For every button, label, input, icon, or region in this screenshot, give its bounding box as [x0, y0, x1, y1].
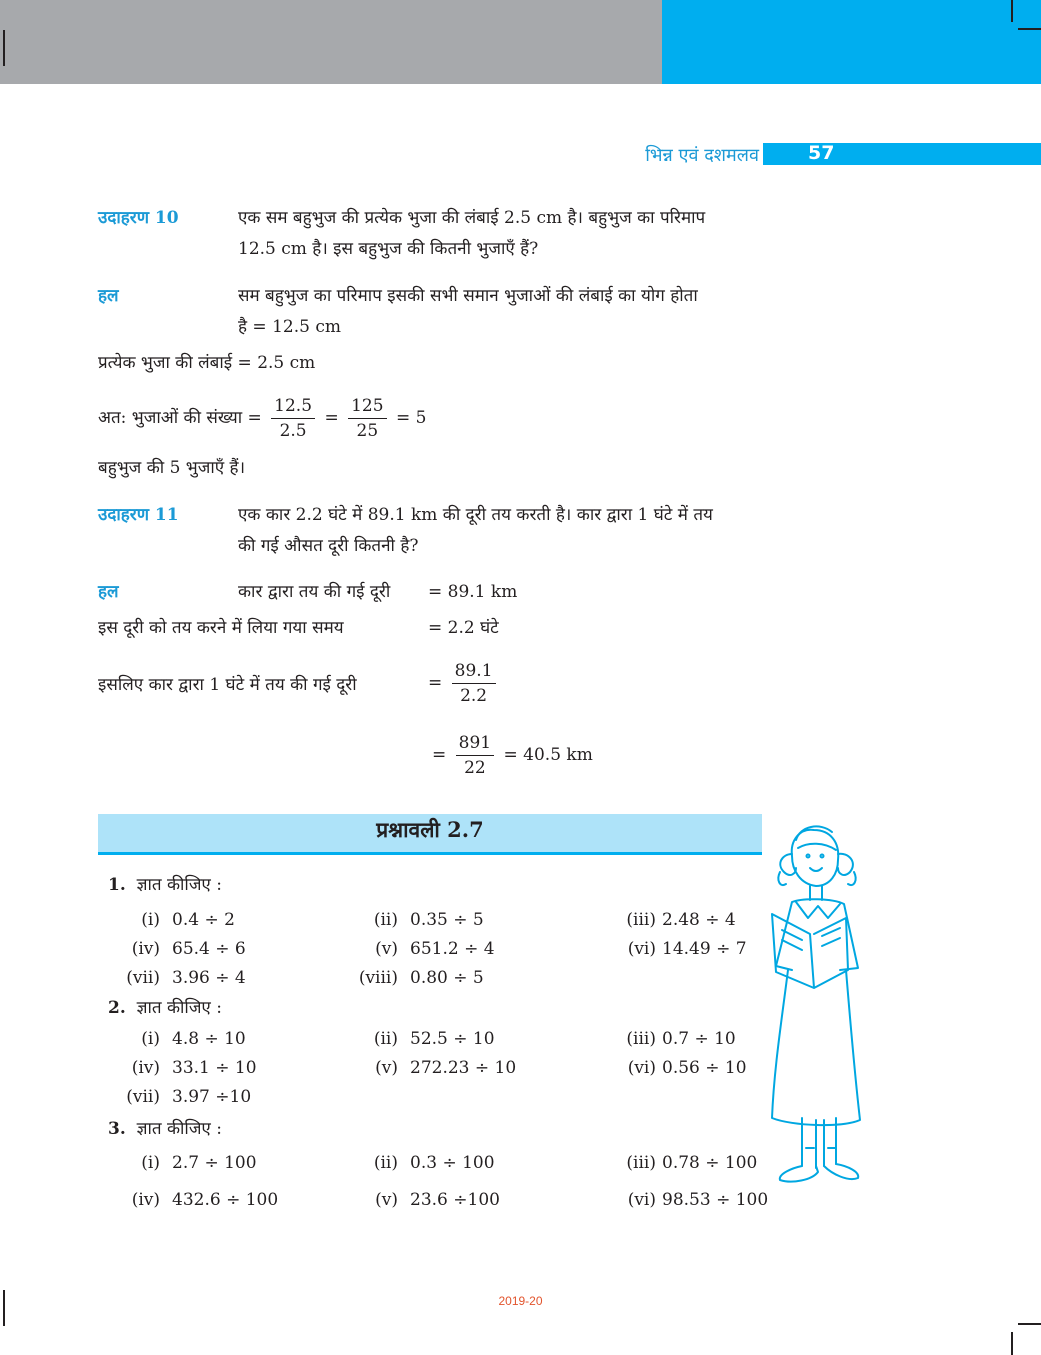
item-expression: 2.7 ÷ 100	[172, 1153, 257, 1173]
item-numeral: (vi)	[627, 1058, 656, 1078]
item-numeral: (viii)	[358, 968, 398, 988]
question-number: 2.	[108, 998, 126, 1018]
item-expression: 14.49 ÷ 7	[662, 939, 747, 959]
item-numeral: (ii)	[373, 1029, 398, 1049]
example-11-row1-text: कार द्वारा तय की गई दूरी	[238, 582, 391, 602]
side-count-prefix: अत: भुजाओं की संख्या =	[98, 408, 262, 428]
footer-year: 2019-20	[498, 1294, 543, 1308]
question-3-prompt	[108, 1114, 222, 1144]
crop-mark	[1018, 1323, 1041, 1325]
item-expression: 3.97 ÷10	[172, 1087, 252, 1107]
example-10-label: उदाहरण 10	[98, 208, 179, 228]
item-expression: 33.1 ÷ 10	[172, 1058, 257, 1078]
example-10-solution-line2: है = 12.5 cm	[238, 317, 341, 337]
item-expression: 98.53 ÷ 100	[662, 1190, 769, 1210]
crop-mark	[1018, 28, 1041, 30]
example-11-question-line2: की गई औसत दूरी कितनी है?	[238, 536, 419, 556]
item-numeral: (iii)	[626, 1029, 656, 1049]
distance-result: = 40.5 km	[503, 745, 593, 765]
item-expression: 4.8 ÷ 10	[172, 1029, 246, 1049]
fraction-12.5-over-2.5: $\frac{12.5}{2.5}$	[271, 394, 315, 443]
example-11-question-line1: एक कार 2.2 घंटे में 89.1 km की दूरी तय करती है। कार द्वारा 1 घंटे में तय	[238, 505, 713, 525]
question-prompt-text: ज्ञात कीजिए :	[136, 998, 222, 1018]
item-numeral: (i)	[141, 910, 160, 930]
item-numeral: (i)	[141, 1153, 160, 1173]
item-numeral: (i)	[141, 1029, 160, 1049]
item-numeral: (v)	[375, 1058, 398, 1078]
side-count-result: = 5	[395, 408, 427, 428]
item-numeral: (vi)	[627, 939, 656, 959]
crop-mark	[1011, 0, 1013, 22]
item-numeral: (vii)	[126, 1087, 160, 1107]
item-expression: 0.80 ÷ 5	[410, 968, 484, 988]
example-10-conclusion: बहुभुज की 5 भुजाएँ हैं।	[98, 458, 246, 478]
fraction-125-over-25: $\frac{125}{25}$	[348, 394, 386, 443]
item-expression: 52.5 ÷ 10	[410, 1029, 495, 1049]
question-prompt-text: ज्ञात कीजिए :	[136, 1119, 222, 1139]
header-blue-band	[662, 0, 1041, 84]
girl-reading-illustration	[762, 818, 872, 1198]
item-expression: 0.3 ÷ 100	[410, 1153, 495, 1173]
header-gray-band	[0, 0, 662, 84]
example-10-solution-label: हल	[98, 286, 119, 306]
exercise-title: प्रश्नावली 2.7	[376, 817, 484, 842]
question-2-prompt	[108, 993, 222, 1023]
example-11-row3-value: = $\frac{89.1}{2.2}$	[428, 656, 500, 710]
item-numeral: (v)	[375, 1190, 398, 1210]
item-expression: 23.6 ÷100	[410, 1190, 500, 1210]
example-10-question-line2: 12.5 cm है। इस बहुभुज की कितनी भुजाएँ हैं?	[238, 239, 539, 259]
item-numeral: (vi)	[627, 1190, 656, 1210]
example-10-question-line1: एक सम बहुभुज की प्रत्येक भुजा की लंबाई 2.5 cm है। बहुभुज का परिमाप	[238, 208, 706, 228]
item-expression: 0.56 ÷ 10	[662, 1058, 747, 1078]
item-numeral: (iv)	[131, 1190, 160, 1210]
example-11-row2-value: = 2.2 घंटे	[428, 618, 499, 638]
item-numeral: (iv)	[131, 939, 160, 959]
item-expression: 432.6 ÷ 100	[172, 1190, 279, 1210]
example-11-label: उदाहरण 11	[98, 505, 179, 525]
question-number: 3.	[108, 1119, 126, 1139]
item-expression: 3.96 ÷ 4	[172, 968, 246, 988]
item-numeral: (v)	[375, 939, 398, 959]
fraction-89.1-over-2.2: $\frac{89.1}{2.2}$	[452, 659, 496, 708]
item-numeral: (iii)	[626, 1153, 656, 1173]
item-expression: 651.2 ÷ 4	[410, 939, 495, 959]
item-numeral: (iii)	[626, 910, 656, 930]
item-expression: 0.4 ÷ 2	[172, 910, 235, 930]
example-11-row4-value: = $\frac{891}{22}$ = 40.5 km	[432, 733, 593, 778]
running-title: भिन्न एवं दशमलव	[645, 145, 759, 166]
item-expression: 0.7 ÷ 10	[662, 1029, 736, 1049]
question-prompt-text: ज्ञात कीजिए :	[136, 875, 222, 895]
exercise-title-underline	[98, 852, 762, 855]
example-11-row3-text: इसलिए कार द्वारा 1 घंटे में तय की गई दूरी	[98, 675, 357, 695]
example-11-solution-label: हल	[98, 582, 119, 602]
item-numeral: (vii)	[126, 968, 160, 988]
item-expression: 65.4 ÷ 6	[172, 939, 246, 959]
question-number: 1.	[108, 875, 126, 895]
crop-mark	[1011, 1332, 1013, 1355]
fraction-891-over-22: $\frac{891}{22}$	[456, 731, 494, 780]
crop-mark	[3, 30, 5, 66]
item-expression: 0.78 ÷ 100	[662, 1153, 758, 1173]
page-number: 57	[808, 142, 835, 164]
example-10-side-count: अत: भुजाओं की संख्या = $\frac{12.5}{2.5}$ = $\frac{125}{25}$ = 5	[98, 396, 427, 441]
item-expression: 0.35 ÷ 5	[410, 910, 484, 930]
example-11-row2-text: इस दूरी को तय करने में लिया गया समय	[98, 618, 344, 638]
question-1-prompt	[108, 870, 222, 900]
page-number-bar	[763, 143, 1041, 165]
example-10-side-length: प्रत्येक भुजा की लंबाई = 2.5 cm	[98, 353, 316, 373]
item-numeral: (ii)	[373, 1153, 398, 1173]
item-numeral: (ii)	[373, 910, 398, 930]
item-numeral: (iv)	[131, 1058, 160, 1078]
item-expression: 2.48 ÷ 4	[662, 910, 736, 930]
item-expression: 272.23 ÷ 10	[410, 1058, 517, 1078]
example-11-row1-value: = 89.1 km	[428, 582, 518, 602]
example-10-solution-line1: सम बहुभुज का परिमाप इसकी सभी समान भुजाओं की लंबाई का योग होता	[238, 286, 698, 306]
